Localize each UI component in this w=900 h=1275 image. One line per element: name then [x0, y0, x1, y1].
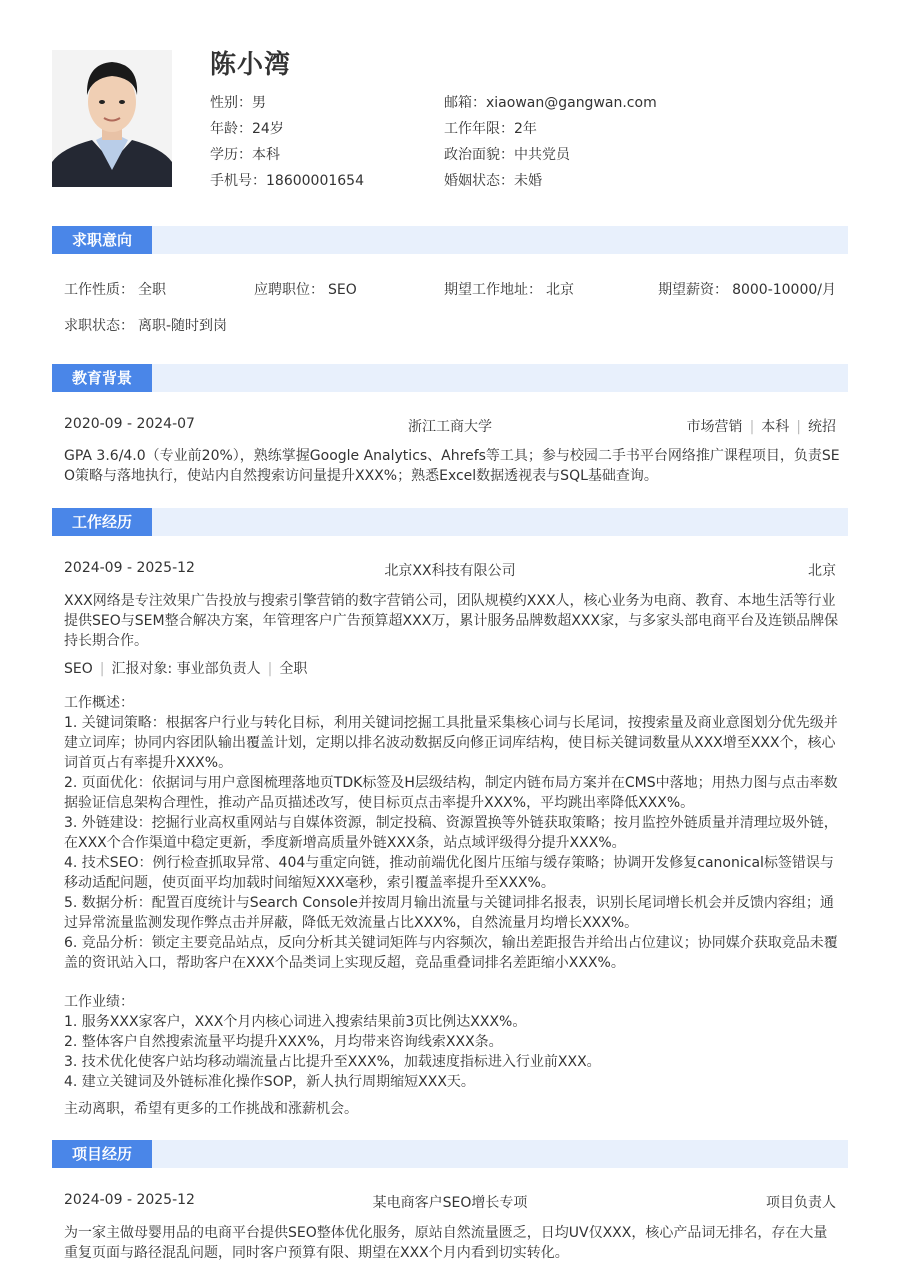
work-achievement-item: 1. 服务XXX家客户，XXX个月内核心词进入搜索结果前3页比例达XXX%。	[64, 1014, 527, 1030]
info-marital: 婚姻状态：未婚	[444, 173, 542, 189]
work-overview	[64, 693, 840, 973]
education-major: 市场营销	[686, 419, 743, 435]
project-role: 项目负责人	[766, 1195, 836, 1211]
work-company: 北京XX科技有限公司	[384, 563, 516, 579]
intent-nature: 工作性质： 全职	[64, 282, 166, 298]
work-city: 北京	[808, 563, 836, 579]
basic-info-right	[444, 90, 657, 194]
work-job-type: 全职	[279, 661, 308, 677]
section-project	[52, 1140, 848, 1168]
work-achievement-item: 4. 建立关键词及外链标准化操作SOP，新人执行周期缩短XXX天。	[64, 1074, 475, 1090]
education-description: GPA 3.6/4.0（专业前20%），熟练掌握Google Analytics、Ahrefs等工具；参与校园二手书平台网络推广课程项目，负责SEO策略与落地执行，使站内自然搜索访问量提升XXX%；熟悉Excel数据透视表与SQL基础查询。	[64, 448, 840, 484]
info-age: 年龄：24岁	[210, 121, 284, 137]
info-political: 政治面貌：中共党员	[444, 147, 570, 163]
education-type: 统招	[808, 419, 836, 435]
section-intent	[52, 226, 848, 254]
profile-photo	[52, 50, 172, 187]
work-overview-item: 2. 页面优化：依据词与用户意图梳理落地页TDK标签及H层级结构，制定内链布局方案并在CMS中落地；用热力图与点击率数据验证信息架构合理性，推动产品页描述改写，使目标页点击率提升XXX%，平均跳出率降低XXX%。	[64, 775, 838, 811]
education-school: 浙江工商大学	[408, 419, 492, 435]
education-tags: 市场营销 | 本科 | 统招	[686, 419, 836, 435]
info-gender: 性别：男	[210, 95, 266, 111]
intent-location: 期望工作地址： 北京	[444, 282, 574, 298]
work-report-to: 汇报对象: 事业部负责人	[111, 661, 261, 677]
work-overview-item: 3. 外链建设：挖掘行业高权重网站与自媒体资源，制定投稿、资源置换等外链获取策略；按月监控外链质量并清理垃圾外链，在XXX个合作渠道中稳定更新，季度新增高质量外链XXX条，站点域评级得分提升XXX%。	[64, 815, 838, 851]
work-overview-item: 1. 关键词策略：根据客户行业与转化目标，利用关键词挖掘工具批量采集核心词与长尾词，按搜索量及商业意图划分优先级并建立词库；协同内容团队输出覆盖计划，定期以排名波动数据反向修正词库结构，使目标关键词数量从XXX增至XXX个，核心词首页占有率提升XXX%。	[64, 715, 838, 771]
work-tags: SEO | 汇报对象: 事业部负责人 | 全职	[64, 661, 308, 677]
work-achievements	[64, 992, 840, 1092]
work-achievements-title: 工作业绩：	[64, 994, 134, 1010]
education-degree: 本科	[761, 419, 790, 435]
section-title-intent: 求职意向	[52, 226, 152, 254]
work-achievement-item: 3. 技术优化使客户站均移动端流量占比提升至XXX%，加载速度指标进入行业前XXX。	[64, 1054, 601, 1070]
work-leave-reason: 主动离职，希望有更多的工作挑战和涨薪机会。	[64, 1101, 358, 1117]
intent-status: 求职状态： 离职-随时到岗	[64, 318, 228, 334]
project-description: 为一家主做母婴用品的电商平台提供SEO整体优化服务，原站自然流量匮乏，日均UV仅XXX，核心产品词无排名，存在大量重复页面与路径混乱问题，同时客户预算有限、期望在XXX个月内看到切实转化。	[64, 1225, 828, 1261]
candidate-name: 陈小湾	[210, 50, 292, 80]
section-education	[52, 364, 848, 392]
work-overview-item: 6. 竞品分析：锁定主要竞品站点，反向分析其关键词矩阵与内容频次，输出差距报告并给出占位建议；协同媒介获取竞品未覆盖的资讯站入口，帮助客户在XXX个品类词上实现反超，竞品重叠词排名差距缩小XXX%。	[64, 935, 838, 971]
project-period: 2024-09 - 2025-12	[64, 1192, 195, 1208]
info-education: 学历：本科	[210, 147, 280, 163]
info-work-years: 工作年限：2年	[444, 121, 537, 137]
section-title-education: 教育背景	[52, 364, 152, 392]
section-title-work: 工作经历	[52, 508, 152, 536]
work-achievement-item: 2. 整体客户自然搜索流量平均提升XXX%，月均带来咨询线索XXX条。	[64, 1034, 503, 1050]
work-role: SEO	[64, 661, 93, 677]
project-name: 某电商客户SEO增长专项	[372, 1195, 528, 1211]
education-period: 2020-09 - 2024-07	[64, 416, 195, 432]
work-overview-item: 4. 技术SEO：例行检查抓取异常、404与重定向链，推动前端优化图片压缩与缓存策略；协调开发修复canonical标签错误与移动适配问题，使页面平均加载时间缩短XXX毫秒，索引覆盖率提升至XXX%。	[64, 855, 834, 891]
work-overview-item: 5. 数据分析：配置百度统计与Search Console并按周月输出流量与关键词排名报表，识别长尾词增长机会并反馈内容组；通过异常流量监测发现作弊点击并屏蔽，降低无效流量占比XXX%，自然流量月均增长XXX%。	[64, 895, 834, 931]
info-email: 邮箱：xiaowan@gangwan.com	[444, 95, 657, 111]
info-phone: 手机号：18600001654	[210, 173, 364, 189]
intent-salary: 期望薪资： 8000-10000/月	[658, 282, 836, 298]
intent-position: 应聘职位： SEO	[254, 282, 357, 298]
section-title-project: 项目经历	[52, 1140, 152, 1168]
work-overview-title: 工作概述：	[64, 695, 134, 711]
work-period: 2024-09 - 2025-12	[64, 560, 195, 576]
section-work	[52, 508, 848, 536]
work-company-description: XXX网络是专注效果广告投放与搜索引擎营销的数字营销公司，团队规模约XXX人，核心业务为电商、教育、本地生活等行业提供SEO与SEM整合解决方案，年管理客户广告预算超XXX万，累计服务品牌数超XXX家，与多家头部电商平台及连锁品牌保持长期合作。	[64, 593, 839, 649]
basic-info-left	[210, 90, 364, 194]
avatar	[52, 50, 172, 187]
